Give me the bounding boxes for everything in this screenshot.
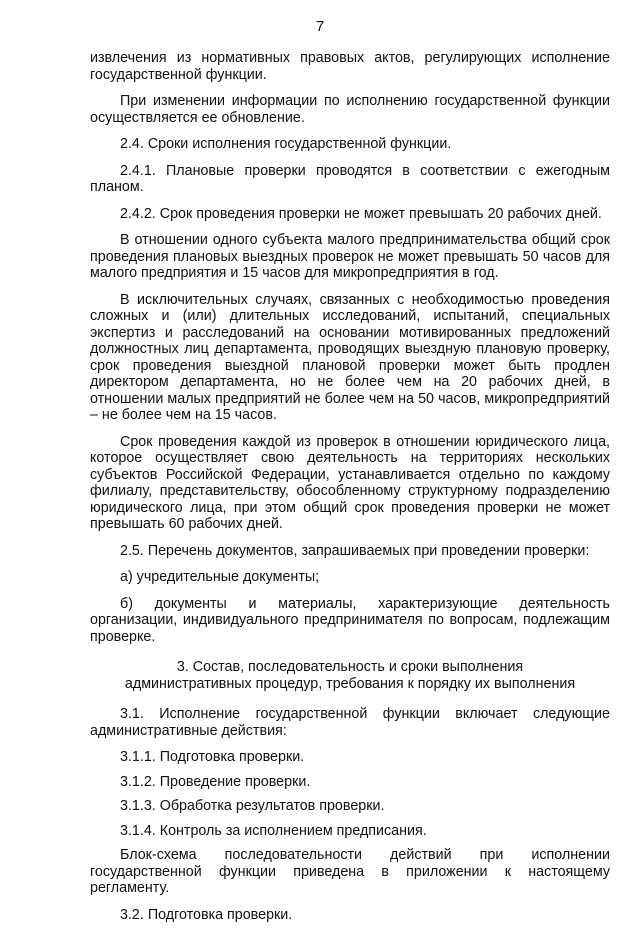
paragraph: извлечения из нормативных правовых актов, регулирующих исполнение государственной функции. bbox=[90, 50, 610, 83]
paragraph: В отношении одного субъекта малого предпринимательства общий срок проведения плановых выездных проверок не может превышать 50 часов для малого предприятия и 15 часов для микропредприятия в год. bbox=[90, 232, 610, 281]
paragraph: а) учредительные документы; bbox=[120, 569, 320, 585]
section-heading-line: административных процедур, требования к порядку их выполнения bbox=[124, 675, 576, 692]
paragraph: 3.1.2. Проведение проверки. bbox=[120, 773, 311, 790]
document-body bbox=[90, 50, 610, 933]
paragraph: 3.1.3. Обработка результатов проверки. bbox=[120, 798, 385, 814]
paragraph: б) документы и материалы, характеризующие деятельность организации, индивидуального предпринимателя по вопросам, подлежащим проверке. bbox=[90, 595, 610, 645]
paragraph: В исключительных случаях, связанных с необходимостью проведения сложных и (или) длительных исследований, испытаний, специальных экспертиз и расследований на основании мотивированных предложений должностных лиц департамента, проводящих выездную плановую проверку, срок проведения выездной плановой проверки может быть продлен директором департамента, но не более чем на 20 рабочих дней, в отношении малых предприятий не более чем на 50 часов, микропредприятий – не более чем на 15 часов. bbox=[90, 291, 610, 423]
section-heading-line: 3. Состав, последовательность и сроки выполнения bbox=[176, 659, 524, 675]
paragraph: При изменении информации по исполнению государственной функции осуществляется ее обновление. bbox=[90, 93, 610, 126]
paragraph: 2.5. Перечень документов, запрашиваемых при проведении проверки: bbox=[120, 542, 590, 559]
section-heading bbox=[90, 659, 610, 692]
paragraph: 3.1.4. Контроль за исполнением предписания. bbox=[120, 822, 427, 839]
paragraph: 3.1.1. Подготовка проверки. bbox=[120, 749, 305, 765]
paragraph: Блок-схема последовательности действий при исполнении государственной функции приведена в приложении к настоящему регламенту. bbox=[90, 847, 610, 896]
paragraph: Срок проведения каждой из проверок в отношении юридического лица, которое осуществляет свою деятельность на территориях нескольких субъектов Российской Федерации, устанавливается отдельно по каждому филиалу, представительству, обособленному структурному подразделению юридического лица, при этом общий срок проведения проверки не может превышать 60 рабочих дней. bbox=[90, 433, 610, 532]
page-number: 7 bbox=[315, 18, 325, 35]
paragraph: 3.2. Подготовка проверки. bbox=[120, 906, 293, 923]
paragraph: 2.4.1. Плановые проверки проводятся в соответствии с ежегодным планом. bbox=[90, 162, 610, 195]
paragraph: 3.1. Исполнение государственной функции включает следующие административные действия: bbox=[90, 706, 610, 739]
paragraph: 2.4. Сроки исполнения государственной функции. bbox=[120, 136, 452, 152]
paragraph: 2.4.2. Срок проведения проверки не может превышать 20 рабочих дней. bbox=[120, 205, 602, 222]
